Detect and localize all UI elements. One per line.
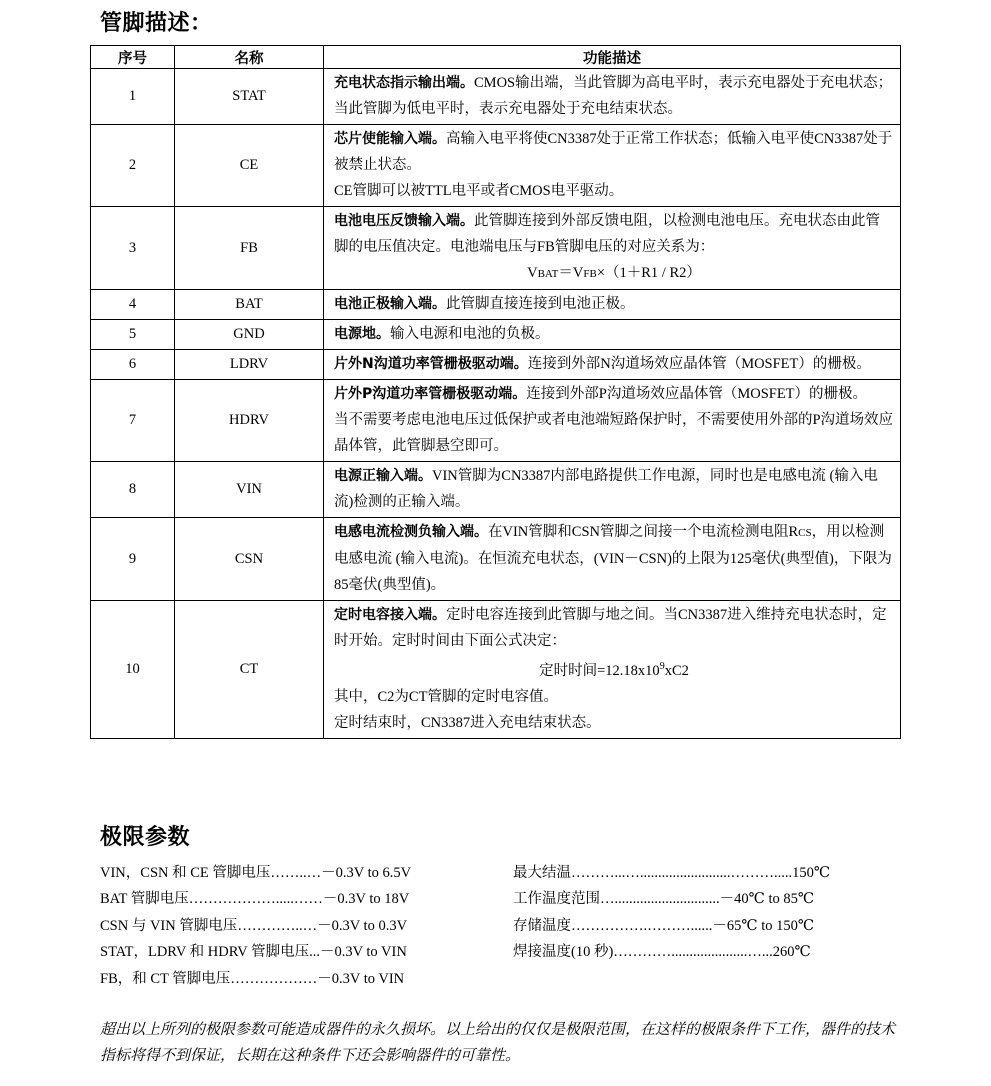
list-item: FB，和 CT 管脚电压………………－0.3V to VIN bbox=[100, 970, 405, 987]
pin-number: 4 bbox=[91, 290, 175, 320]
pin-function-text: 定时电容连接到此管脚与地之间。当CN3387进入维持充电状态时，定时开始。定时时间由下面公式决定： bbox=[334, 607, 887, 649]
list-item: CSN 与 VIN 管脚电压…………..…－0.3V to 0.3V bbox=[100, 917, 408, 934]
pin-number: 10 bbox=[91, 601, 175, 739]
pin-function-lead: 电池正极输入端。 bbox=[334, 296, 446, 312]
pin-function-text: 当不需要考虑电池电压过低保护或者电池端短路保护时，不需要使用外部的P沟道场效应晶体管，此管脚悬空即可。 bbox=[334, 412, 894, 454]
pin-function-text: 连接到外部N沟道场效应晶体管（MOSFET）的栅极。 bbox=[527, 356, 871, 372]
list-item: BAT 管脚电压……………….....……－0.3V to 18V bbox=[100, 891, 410, 908]
list-item: VIN，CSN 和 CE 管脚电压……..…－0.3V to 6.5V bbox=[100, 865, 412, 881]
pin-name: CE bbox=[175, 125, 324, 207]
pin-function-text: 在VIN管脚和CSN管脚之间接一个电流检测电阻R bbox=[488, 524, 799, 540]
pin-description-table bbox=[90, 45, 901, 739]
limits-list-left bbox=[100, 860, 480, 992]
limits-warning-note: 超出以上所列的极限参数可能造成器件的永久损坏。以上给出的仅仅是极限范围，在这样的极限条件下工作，器件的技术指标将得不到保证，长期在这种条件下还会影响器件的可靠性。 bbox=[100, 1022, 896, 1064]
pin-function bbox=[324, 601, 901, 739]
pin-function-lead: 片外N沟道功率管栅极驱动端。 bbox=[334, 356, 528, 372]
pin-function-text: CE管脚可以被TTL电平或者CMOS电平驱动。 bbox=[334, 183, 624, 199]
pin-function bbox=[324, 290, 901, 320]
list-item: 最大结温………...….........................……….....150℃ bbox=[513, 865, 831, 881]
pin-function-lead: 电池电压反馈输入端。 bbox=[334, 213, 474, 229]
pin-name: FB bbox=[175, 207, 324, 290]
list-item: STAT，LDRV 和 HDRV 管脚电压...－0.3V to VIN bbox=[100, 944, 407, 961]
pin-name: LDRV bbox=[175, 350, 324, 380]
table-row bbox=[91, 518, 901, 601]
header-index: 序号 bbox=[91, 46, 175, 69]
table-row bbox=[91, 601, 901, 739]
pin-function-text: CMOS输出端，当此管脚为高电平时，表示充电器处于充电状态；当此管脚为低电平时，表示充电器处于充电结束状态。 bbox=[334, 75, 893, 117]
table-row bbox=[91, 462, 901, 518]
list-item: 存储温度…………….………......－65℃ to 150℃ bbox=[513, 917, 815, 934]
pin-name: VIN bbox=[175, 462, 324, 518]
pin-number: 8 bbox=[91, 462, 175, 518]
pin-function bbox=[324, 69, 901, 125]
list-item: 焊接温度(10 秒)………….....................…...260℃ bbox=[513, 944, 811, 961]
pin-function bbox=[324, 518, 901, 601]
pin-function bbox=[324, 207, 901, 290]
table-row bbox=[91, 69, 901, 125]
pin-number: 5 bbox=[91, 320, 175, 350]
pin-function-text: VIN管脚为CN3387内部电路提供工作电源，同时也是电感电流 (输入电流)检测的正输入端。 bbox=[334, 468, 878, 510]
timer-formula: 定时时间$=12.18x10^9xC2$ bbox=[539, 661, 689, 679]
pin-function-text: 定时结束时，CN3387进入充电结束状态。 bbox=[334, 714, 601, 731]
limits-list-right bbox=[513, 860, 893, 966]
pin-function bbox=[324, 380, 901, 462]
pin-function-lead: 芯片使能输入端。 bbox=[334, 131, 446, 147]
pin-name: HDRV bbox=[175, 380, 324, 462]
table-row bbox=[91, 320, 901, 350]
table-row bbox=[91, 350, 901, 380]
pin-function-text: 其中，C2为CT管脚的定时电容值。 bbox=[334, 688, 558, 705]
battery-voltage-formula: VBAT＝VFB×（1＋R1 / R2） bbox=[527, 265, 701, 281]
pin-function-lead: 电感电流检测负输入端。 bbox=[334, 524, 488, 540]
pin-number: 1 bbox=[91, 69, 175, 125]
pin-function bbox=[324, 462, 901, 518]
pin-name: GND bbox=[175, 320, 324, 350]
pin-name: CT bbox=[175, 601, 324, 739]
header-function: 功能描述 bbox=[324, 46, 901, 69]
absolute-max-heading: 极限参数 bbox=[100, 825, 191, 850]
pin-function-lead: 充电状态指示输出端。 bbox=[334, 75, 474, 91]
pin-function-lead: 电源地。 bbox=[334, 326, 390, 342]
list-item: 工作温度范围….............................－40℃ to 85℃ bbox=[513, 891, 815, 908]
table-row bbox=[91, 290, 901, 320]
pin-function-text: 此管脚连接到外部反馈电阻，以检测电池电压。充电状态由此管脚的电压值决定。电池端电压与FB管脚电压的对应关系为： bbox=[334, 213, 880, 255]
pin-function-lead: 电源正输入端。 bbox=[334, 468, 432, 484]
table-row bbox=[91, 125, 901, 207]
pin-function bbox=[324, 125, 901, 207]
pin-number: 7 bbox=[91, 380, 175, 462]
pin-function-text: ，用以检测电感电流 (输入电流)。在恒流充电状态，(VIN－CSN)的上限为125毫伏(典型值)，下限为85毫伏(典型值)。 bbox=[334, 524, 892, 593]
pin-number: 9 bbox=[91, 518, 175, 601]
current-sense-subscript: CS bbox=[798, 527, 812, 539]
pin-name: BAT bbox=[175, 290, 324, 320]
pin-number: 6 bbox=[91, 350, 175, 380]
pin-function-lead: 定时电容接入端。 bbox=[334, 607, 446, 623]
table-header-row bbox=[91, 46, 901, 69]
pin-function-text: 此管脚直接连接到电池正极。 bbox=[446, 296, 635, 312]
pin-function-text: 连接到外部P沟道场效应晶体管（MOSFET）的栅极。 bbox=[526, 386, 868, 402]
pin-function-text: 高输入电平将使CN3387处于正常工作状态；低输入电平使CN3387处于被禁止状态。 bbox=[334, 131, 893, 173]
pin-function-text: 输入电源和电池的负极。 bbox=[390, 326, 550, 342]
table-row bbox=[91, 380, 901, 462]
pin-number: 2 bbox=[91, 125, 175, 207]
pin-function bbox=[324, 350, 901, 380]
pin-name: STAT bbox=[175, 69, 324, 125]
pin-function-lead: 片外P沟道功率管栅极驱动端。 bbox=[334, 386, 527, 402]
pin-description-heading: 管脚描述： bbox=[100, 11, 213, 36]
pin-name: CSN bbox=[175, 518, 324, 601]
pin-function bbox=[324, 320, 901, 350]
header-name: 名称 bbox=[175, 46, 324, 69]
pin-number: 3 bbox=[91, 207, 175, 290]
table-row bbox=[91, 207, 901, 290]
